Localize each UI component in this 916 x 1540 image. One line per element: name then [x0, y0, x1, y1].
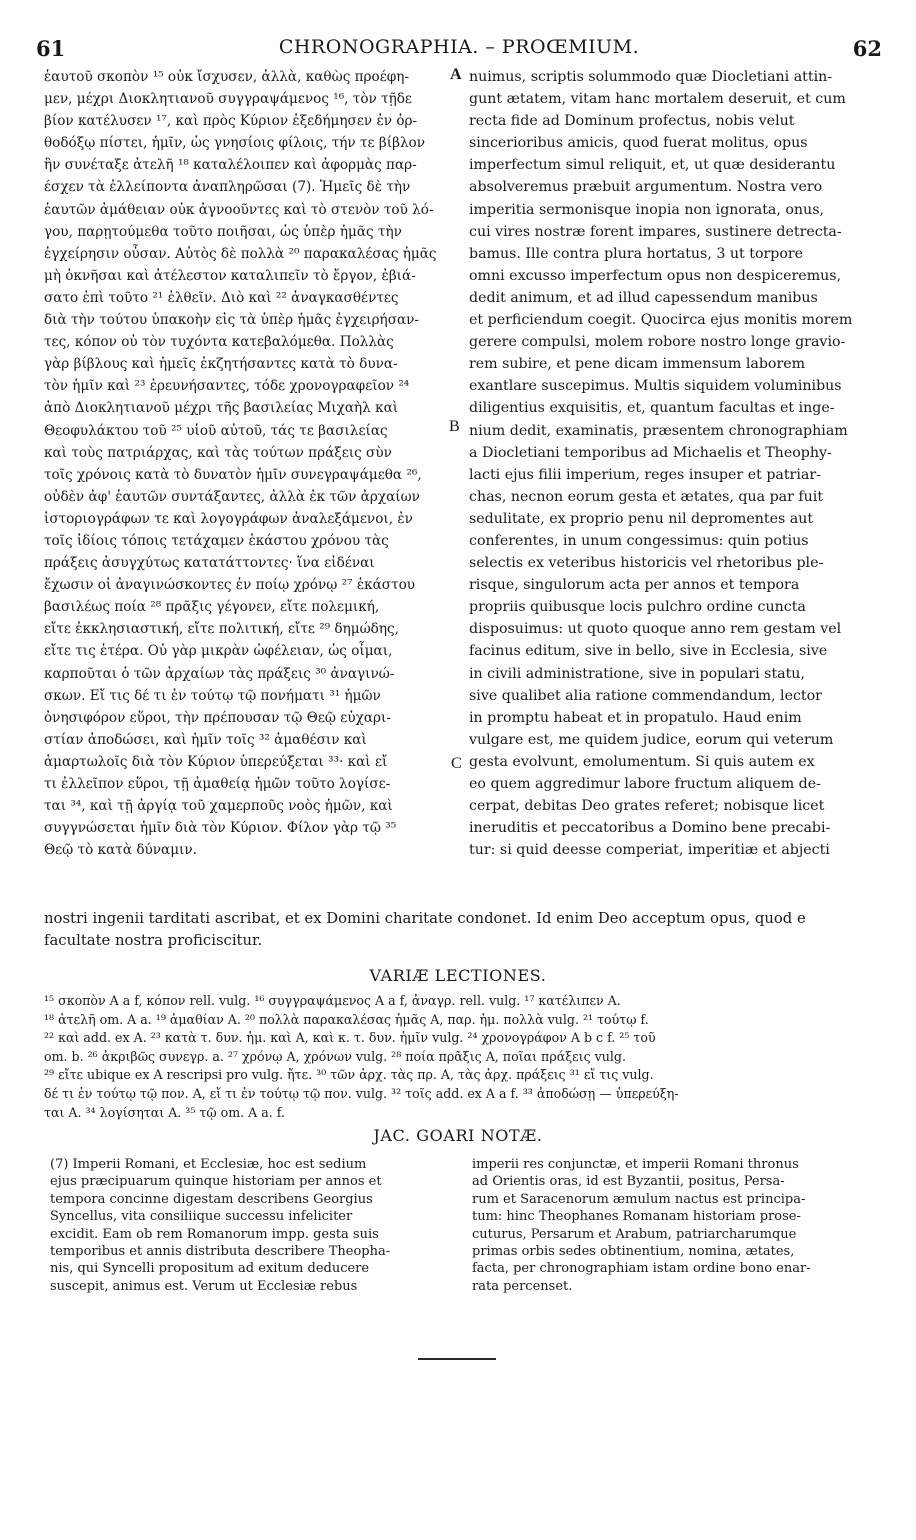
- variant-reading-line: om. b. ²⁶ ἀκριβῶς συνεγρ. a. ²⁷ χρόνῳ A, χρόνων vulg. ²⁸ ποία πρᾶξις A, ποῖαι πράξεις vulg.: [44, 1048, 626, 1064]
- continuation-line: nostri ingenii tarditati ascribat, et ex Domini charitate condonet. Id enim Deo acceptum opus, quod e: [44, 910, 806, 927]
- latin-text-line: eo quem aggredimur labore fructum aliquem de-: [469, 776, 821, 792]
- continuation-text: [44, 908, 880, 952]
- column-marker-b: B: [449, 418, 460, 435]
- greek-text-column: [44, 66, 448, 861]
- latin-text-line: exantlare suscepimus. Multis siquidem voluminibus: [469, 378, 842, 395]
- greek-text-line: σκων. Εἴ τις δέ τι ἐν τούτῳ τῷ πονήματι ³¹ ἡμῶν: [44, 687, 381, 704]
- note-line: primas orbis sedes obtinentium, nomina, ætates,: [472, 1243, 795, 1259]
- latin-text-line: cerpat, debitas Deo grates referet; nobisque licet: [469, 798, 825, 815]
- note-line: cuturus, Persarum et Arabum, patriarcharumque: [472, 1226, 797, 1242]
- note-line: nis, qui Syncelli propositum ad exitum deducere: [50, 1261, 370, 1277]
- note-line: (7) Imperii Romani, et Ecclesiæ, hoc est sedium: [50, 1157, 367, 1172]
- note-line: rum et Saracenorum æmulum nactus est principa-: [472, 1191, 806, 1207]
- latin-text-line: nium dedit, examinatis, præsentem chronographiam: [469, 422, 848, 439]
- greek-text-line: μεν, μέχρι Διοκλητιανοῦ συγγραψάμενος ¹⁶, τὸν τῇδε: [44, 91, 412, 108]
- greek-text-line: συγγνώσεται ἡμῖν διὰ τὸν Κύριον. Φίλον γὰρ τῷ ³⁵: [44, 820, 397, 837]
- greek-text-line: τοῖς χρόνοις κατὰ τὸ δυνατὸν ἡμῖν συνεγραψάμεθα ²⁶,: [44, 466, 422, 483]
- latin-text-line: omni excusso imperfectum opus non despiceremus,: [469, 267, 842, 284]
- greek-text-line: καὶ τοὺς πατριάρχας, καὶ τὰς τούτων πράξεις σὺν: [44, 444, 392, 461]
- greek-text-line: εἴτε ἐκκλησιαστική, εἴτε πολιτική, εἴτε ²⁹ δημώδης,: [44, 621, 399, 638]
- latin-text-line: imperfectum simul reliquit, et, ut quæ desiderantu: [469, 157, 836, 174]
- greek-text-line: τες, κόπον οὐ τὸν τυχόντα κατεβαλόμεθα. Πολλὰς: [44, 334, 394, 351]
- latin-text-line: et perficiendum coegit. Quocirca ejus monitis morem: [469, 312, 853, 329]
- note-line: temporibus et annis distributa describere Theopha-: [50, 1243, 391, 1259]
- greek-text-line: έσχεν τὰ ἐλλείποντα ἀναπληρῶσαι (7). Ἡμεῖς δὲ τὴν: [44, 179, 411, 196]
- greek-text-line: Θεῷ τὸ κατὰ δύναμιν.: [44, 842, 197, 859]
- latin-text-line: imperitia sermonisque inopia non ignorata, onus,: [469, 201, 824, 218]
- latin-text-line: ineruditis et peccatoribus a Domino bene precabi-: [469, 820, 831, 837]
- latin-text-line: in civili administratione, sive in populari statu,: [469, 665, 805, 682]
- variant-reading-line: δέ τι ἐν τούτῳ τῷ πον. A, εἴ τι ἐν τούτῳ τῷ πον. vulg. ³² τοῖς add. ex A a f. ³³ ἀποδώσῃ — ὑπερεύξη-: [44, 1085, 679, 1101]
- latin-text-line: sincerioribus amicis, quod fuerat molitus, opus: [469, 135, 808, 152]
- greek-text-line: σατο ἐπὶ τοῦτο ²¹ ἐλθεῖν. Διὸ καὶ ²² ἀναγκασθέντες: [44, 289, 399, 306]
- greek-text-line: ἱστοριογράφων τε καὶ λογογράφων ἀναλεξάμενοι, ἐν: [44, 510, 413, 527]
- latin-text-line: gunt ætatem, vitam hanc mortalem deseruit, et cum: [469, 91, 846, 108]
- greek-text-line: θοδόξῳ πίστει, ἡμῖν, ὡς γνησίοις φίλοις, τήν τε βίβλον: [44, 135, 426, 152]
- greek-text-line: στίαν ἀποδώσει, καὶ ἡμῖν τοῖς ³² ἀμαθέσιν καὶ: [44, 731, 367, 748]
- variae-lectiones-heading: VARIÆ LECTIONES.: [369, 966, 547, 985]
- greek-text-line: βασιλέως ποία ²⁸ πρᾶξις γέγονεν, εἴτε πολεμική,: [44, 599, 380, 616]
- latin-text-line: cui vires nostræ forent impares, sustinere detrecta-: [469, 223, 842, 240]
- greek-text-line: ἐγχείρησιν οὖσαν. Αὐτὸς δὲ πολλὰ ²⁰ παρακαλέσας ἡμᾶς: [44, 245, 437, 262]
- latin-text-line: diligentius exquisitis, et, quantum facultas et inge-: [469, 400, 835, 417]
- latin-text-line: propriis quibusque locis pulchro ordine cuncta: [469, 599, 806, 616]
- note-line: ad Orientis oras, id est Byzantii, positus, Persa-: [472, 1174, 785, 1190]
- latin-text-line: recta fide ad Dominum profectus, nobis velut: [469, 113, 795, 130]
- notae-right-column: [472, 1156, 882, 1295]
- greek-text-line: μὴ ὀκνῆσαι καὶ ἀτέλεστον καταλιπεῖν τὸ ἔργον, ἐβιά-: [44, 267, 416, 284]
- greek-text-line: Θεοφυλάκτου τοῦ ²⁵ υἱοῦ αὐτοῦ, τάς τε βασιλείας: [44, 422, 388, 439]
- greek-text-line: εἴτε τις ἑτέρα. Οὐ γὰρ μικρὰν ὠφέλειαν, ὡς οἶμαι,: [44, 643, 393, 660]
- note-line: imperii res conjunctæ, et imperii Romani thronus: [472, 1157, 799, 1172]
- note-line: suscepit, animus est. Verum ut Ecclesiæ rebus: [50, 1278, 358, 1294]
- latin-text-line: chas, necnon eorum gesta et ætates, qua par fuit: [469, 488, 824, 505]
- closing-rule: [418, 1358, 496, 1360]
- greek-text-line: καρποῦται ὁ τῶν ἀρχαίων τὰς πράξεις ³⁰ ἀναγινώ-: [44, 665, 395, 682]
- greek-text-line: τὸν ἡμῖν καὶ ²³ ἐρευνήσαντες, τόδε χρονογραφεῖον ²⁴: [44, 378, 410, 395]
- variant-reading-line: ²² καὶ add. ex A. ²³ κατὰ τ. δυν. ἡμ. καὶ A, καὶ κ. τ. δυν. ἡμῖν vulg. ²⁴ χρονογράφον A b c f. ²⁵ τοῦ: [44, 1030, 656, 1046]
- greek-text-line: ὀνησιφόρον εὕροι, τὴν πρέπουσαν τῷ Θεῷ εὐχαρι-: [44, 709, 391, 726]
- greek-text-line: οὐδὲν ἀφ' ἑαυτῶν συντάξαντες, ἀλλὰ ἐκ τῶν ἀρχαίων: [44, 488, 420, 505]
- latin-text-line: tur: si quid deesse comperiat, imperitiæ et abjecti: [469, 842, 830, 859]
- variant-reading-line: ²⁹ εἴτε ubique ex A rescripsi pro vulg. ἤτε. ³⁰ τῶν ἀρχ. τὰς πρ. A, τὰς ἀρχ. πράξεις ³¹ εἴ τις vulg.: [44, 1067, 654, 1083]
- latin-text-line: risque, singulorum acta per annos et tempora: [469, 577, 800, 594]
- greek-text-line: γου, παρῃτούμεθα τοῦτο ποιῆσαι, ὡς ὑπὲρ ἡμᾶς τὴν: [44, 223, 402, 240]
- variant-reading-line: ται A. ³⁴ λογίσηται A. ³⁵ τῷ om. A a. f.: [44, 1104, 285, 1120]
- running-header: [36, 36, 882, 62]
- greek-text-line: ἑαυτοῦ σκοπὸν ¹⁵ οὐκ ἴσχυσεν, ἀλλὰ, καθὼς προέφη-: [44, 69, 410, 85]
- note-line: ejus præcipuarum quinque historiam per annos et: [50, 1174, 382, 1190]
- latin-text-line: facinus editum, sive in bello, sive in Ecclesia, sive: [469, 643, 828, 660]
- note-line: excidit. Eam ob rem Romanorum impp. gesta suis: [50, 1226, 379, 1242]
- latin-text-line: gesta evolvunt, emolumentum. Si quis autem ex: [469, 753, 815, 770]
- latin-text-line: sedulitate, ex proprio penu nil depromentes aut: [469, 510, 814, 527]
- note-line: tum: hinc Theophanes Romanam historiam prose-: [472, 1209, 801, 1225]
- latin-text-line: vulgare est, me quidem judice, eorum qui veterum: [469, 731, 834, 748]
- continuation-line: facultate nostra proficiscitur.: [44, 932, 263, 949]
- latin-text-line: selectis ex veteribus historicis vel rhetoribus ple-: [469, 555, 824, 572]
- latin-text-line: a Diocletiani temporibus ad Michaelis et Theophy-: [469, 444, 832, 461]
- page-number-right: 62: [852, 36, 882, 61]
- latin-text-line: dedit animum, et ad illud capessendum manibus: [469, 289, 818, 306]
- greek-text-line: τι ἐλλεῖπον εὕροι, τῇ ἀμαθείᾳ ἡμῶν τοῦτο λογίσε-: [44, 776, 391, 792]
- greek-text-line: τοῖς ἰδίοις τόποις τετάχαμεν ἑκάστου χρόνου τὰς: [44, 532, 389, 549]
- column-marker-c: C: [451, 755, 462, 772]
- greek-text-line: ται ³⁴, καὶ τῇ ἀργίᾳ τοῦ χαμερποῦς νοὸς ἡμῶν, καὶ: [44, 798, 393, 815]
- notae-left-column: [50, 1156, 440, 1295]
- note-line: Syncellus, vita consiliique successu infeliciter: [50, 1209, 353, 1225]
- latin-text-line: conferentes, in unum congessimus: quin potius: [469, 532, 809, 549]
- note-line: facta, per chronographiam istam ordine bono enar-: [472, 1261, 811, 1277]
- latin-text-line: sive qualibet alia ratione commendandum, lector: [469, 687, 822, 704]
- greek-text-line: βίον κατέλυσεν ¹⁷, καὶ πρὸς Κύριον ἐξεδήμησεν ἐν ὀρ-: [44, 113, 418, 130]
- greek-text-line: διὰ τὴν τούτου ὑπακοὴν εἰς τὰ ὑπὲρ ἡμᾶς ἐγχειρήσαν-: [44, 312, 420, 329]
- note-line: rata percenset.: [472, 1278, 573, 1294]
- latin-text-line: gerere compulsi, molem robore nostro longe gravio-: [469, 334, 846, 351]
- greek-text-line: ἑαυτῶν ἀμάθειαν οὐκ ἀγνοοῦντες καὶ τὸ στενὸν τοῦ λό-: [44, 201, 434, 218]
- latin-text-line: lacti ejus filii imperium, reges insuper et patriar-: [469, 466, 821, 483]
- greek-text-line: ἔχωσιν οἱ ἀναγινώσκοντες ἐν ποίῳ χρόνῳ ²⁷ ἑκάστου: [44, 577, 416, 594]
- notae-heading: JAC. GOARI NOTÆ.: [373, 1126, 543, 1145]
- page-number-left: 61: [36, 36, 66, 61]
- latin-text-line: bamus. Ille contra plura hortatus, 3 ut torpore: [469, 245, 804, 262]
- column-marker-a: A: [450, 66, 462, 83]
- running-title: CHRONOGRAPHIA. – PROŒMIUM.: [278, 36, 640, 58]
- greek-text-line: γὰρ βίβλους καὶ ἡμεῖς ἐκζητήσαντες κατὰ τὸ δυνα-: [44, 356, 398, 373]
- greek-text-line: πράξεις ἀσυγχύτως κατατάττοντες· ἵνα εἰδέναι: [44, 555, 375, 572]
- latin-text-line: absolveremus præbuit argumentum. Nostra vero: [469, 179, 823, 196]
- latin-text-line: in promptu habeat et in propatulo. Haud enim: [469, 709, 802, 726]
- variae-lectiones: [44, 992, 880, 1122]
- variant-reading-line: ¹⁸ ἀτελῆ om. A a. ¹⁹ ἀμαθίαν A. ²⁰ πολλὰ παρακαλέσας ἡμᾶς A, παρ. ἡμ. πολλὰ vulg. ²¹ τούτῳ f.: [44, 1011, 649, 1027]
- latin-text-column: [469, 66, 881, 861]
- note-line: tempora concinne digestam describens Georgius: [50, 1191, 373, 1207]
- latin-text-line: rem subire, et pene dicam immensum laborem: [469, 356, 806, 373]
- greek-text-line: ἣν συνέταξε ἀτελῆ ¹⁸ καταλέλοιπεν καὶ ἀφορμὰς παρ-: [44, 157, 417, 174]
- greek-text-line: ἀπὸ Διοκλητιανοῦ μέχρι τῆς βασιλείας Μιχαὴλ καὶ: [44, 400, 399, 417]
- latin-text-line: disposuimus: ut quoto quoque anno rem gestam vel: [469, 621, 842, 638]
- greek-text-line: ἁμαρτωλοῖς διὰ τὸν Κύριον ὑπερεύξεται ³³· καὶ εἴ: [44, 753, 388, 770]
- variant-reading-line: ¹⁵ σκοπὸν A a f, κόπον rell. vulg. ¹⁶ συγγραψάμενος A a f, ἀναγρ. rell. vulg. ¹⁷ κατέλιπεν A.: [44, 993, 621, 1008]
- latin-text-line: nuimus, scriptis solummodo quæ Diocletiani attin-: [469, 69, 833, 85]
